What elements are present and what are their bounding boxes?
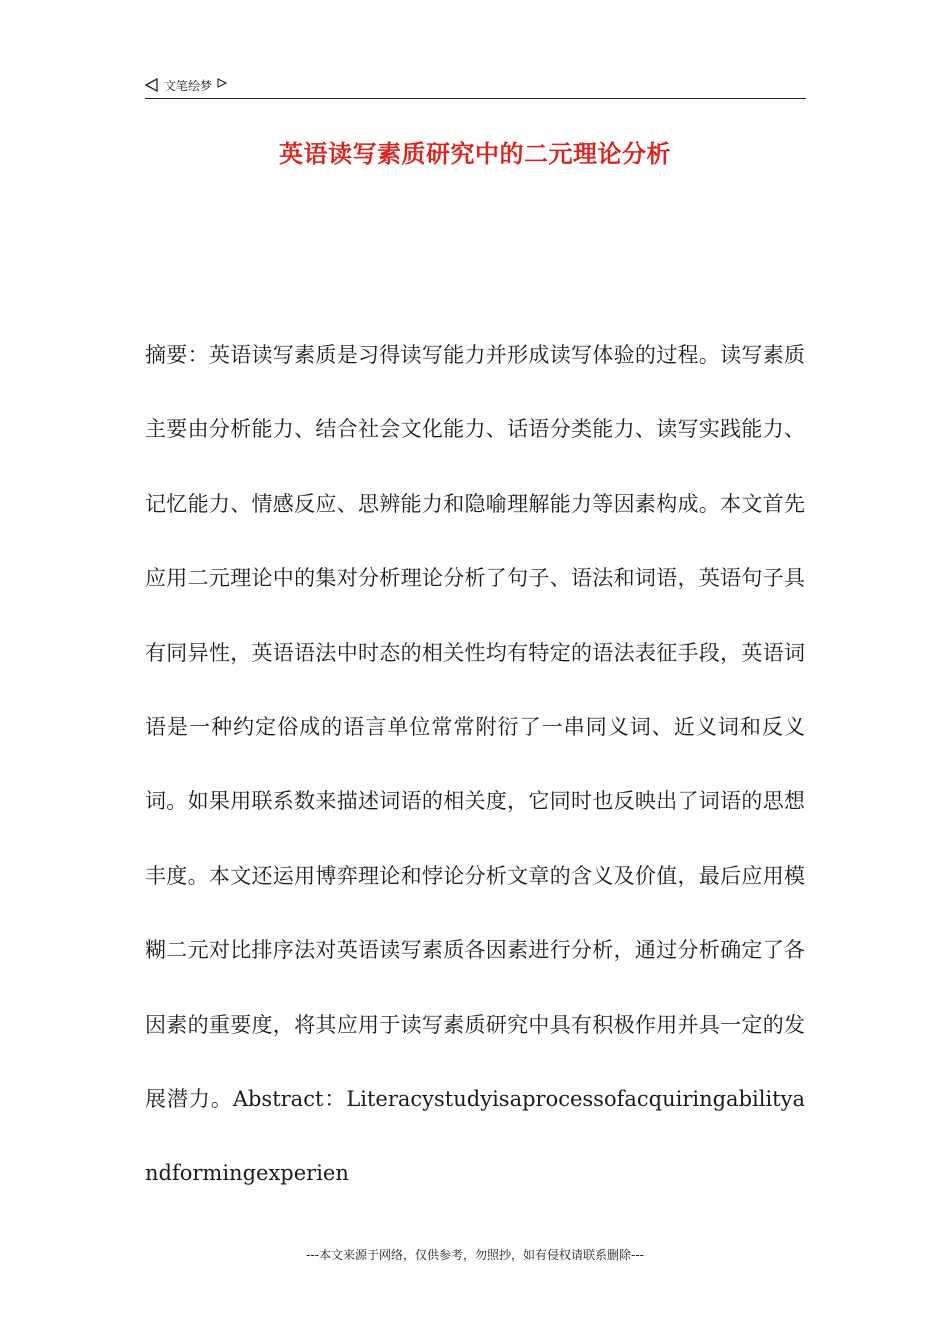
abstract-paragraph: 摘要：英语读写素质是习得读写能力并形成读写体验的过程。读写素质主要由分析能力、结合社会文化能力、话语分类能力、读写实践能力、记忆能力、情感反应、思辨能力和隐喻理解能力等因素构成。本文首先应用二元理论中的集对分析理论分析了句子、语法和词语，英语句子具有同异性，英语语法中时态的相关性均有特定的语法表征手段，英语词语是一种约定俗成的语言单位常常附衍了一串同义词、近义词和反义词。如果用联系数来描述词语的相关度，它同时也反映出了词语的思想丰度。本文还运用博弈理论和悖论分析文章的含义及价值，最后应用模糊二元对比排序法对英语读写素质各因素进行分析，通过分析确定了各因素的重要度，将其应用于读写素质研究中具有积极作用并具一定的发展潜力。Abstract：Literacystudyisaprocessofacquiringabilityandformingexperien	[145, 343, 805, 1186]
footer-disclaimer: ---本文来源于网络，仅供参考，勿照抄，如有侵权请联系删除---	[306, 1248, 644, 1262]
document-title: 英语读写素质研究中的二元理论分析	[279, 140, 671, 168]
brand-label: 文笔绘梦	[164, 78, 213, 93]
page-header	[145, 74, 806, 99]
triangle-left-icon	[145, 78, 159, 92]
brand	[145, 74, 227, 96]
triangle-right-icon	[217, 78, 227, 88]
